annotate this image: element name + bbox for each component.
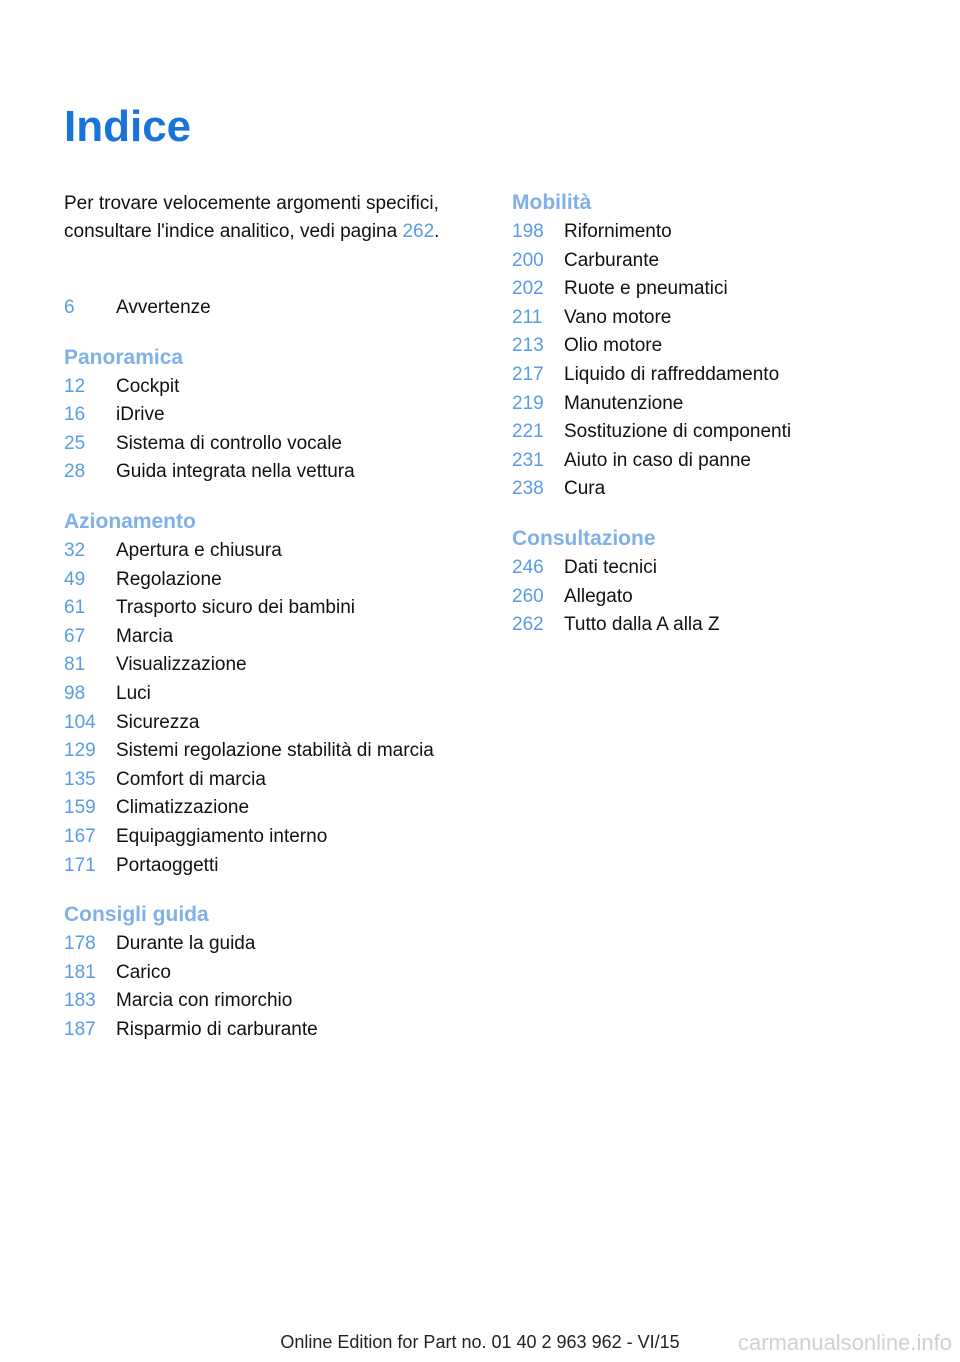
page-title: Indice	[64, 102, 192, 151]
toc-entry[interactable]	[512, 475, 932, 504]
entry-label: Sistema di controllo vocale	[116, 432, 342, 454]
page-number-link[interactable]: 202	[512, 278, 544, 300]
section-title: Azionamento	[64, 509, 196, 533]
entry-label: Visualizzazione	[116, 654, 247, 676]
page-number-link[interactable]: 61	[64, 597, 86, 619]
toc-entry[interactable]	[512, 583, 932, 612]
entry-label: Cura	[564, 478, 606, 500]
entry-label: Carico	[116, 961, 171, 983]
toc-entry[interactable]	[512, 247, 932, 276]
intro-text	[64, 190, 484, 246]
toc-right-column	[512, 188, 932, 660]
page-number-link[interactable]: 200	[512, 249, 544, 271]
toc-entry[interactable]	[64, 373, 484, 402]
entry-label: Marcia	[116, 625, 174, 647]
page-number-link[interactable]: 32	[64, 539, 86, 561]
footer-edition: Online Edition for Part no. 01 40 2 963 962 - VI/15	[280, 1332, 680, 1352]
entry-label: Ruote e pneumatici	[564, 278, 728, 300]
entry-label: Avvertenze	[116, 297, 211, 318]
page-number-link[interactable]: 213	[512, 335, 544, 357]
page-number-link[interactable]: 246	[512, 556, 544, 578]
page-number-link[interactable]: 238	[512, 478, 544, 500]
entry-label: Regolazione	[116, 568, 222, 590]
page-number-link[interactable]: 135	[64, 768, 96, 790]
page-number-link[interactable]: 231	[512, 449, 544, 471]
page-number-link[interactable]: 219	[512, 392, 544, 414]
page-number-link[interactable]: 262	[512, 614, 544, 636]
entry-label: Allegato	[564, 585, 633, 607]
entry-label: Aiuto in caso di panne	[564, 449, 751, 471]
entry-label: Climatizzazione	[116, 797, 250, 819]
page-number-link[interactable]: 183	[64, 990, 96, 1012]
toc-entry[interactable]	[64, 823, 484, 852]
toc-section	[64, 294, 484, 323]
entry-label: Trasporto sicuro dei bambini	[116, 597, 356, 619]
entry-label: Rifornimento	[564, 221, 672, 242]
toc-entry[interactable]	[64, 537, 484, 566]
toc-section	[64, 900, 484, 1044]
toc-entry[interactable]	[64, 401, 484, 430]
section-title: Panoramica	[64, 345, 184, 369]
toc-entry[interactable]	[64, 959, 484, 988]
page-number-link[interactable]: 129	[64, 740, 96, 762]
intro-suffix: .	[434, 221, 440, 242]
toc-entry[interactable]	[512, 418, 932, 447]
toc-entry[interactable]	[64, 680, 484, 709]
toc-entry[interactable]	[64, 430, 484, 459]
intro-sentence: Per trovare velocemente argomenti specifici, consultare l'indice analitico, vedi pagina	[64, 193, 439, 242]
page-number-link[interactable]: 187	[64, 1018, 96, 1040]
toc-entry[interactable]	[64, 930, 484, 959]
toc-entry[interactable]	[64, 1016, 484, 1045]
toc-entry[interactable]	[64, 623, 484, 652]
toc-entry[interactable]	[64, 594, 484, 623]
page-number-link[interactable]: 49	[64, 568, 86, 590]
entry-label: Risparmio di carburante	[116, 1018, 318, 1040]
toc-entry[interactable]	[512, 554, 932, 583]
toc-entry[interactable]	[64, 987, 484, 1016]
page-number-link[interactable]: 178	[64, 933, 96, 955]
entry-label: Liquido di raffreddamento	[564, 363, 780, 385]
entry-label: Sostituzione di componenti	[564, 421, 792, 443]
toc-entry[interactable]	[64, 709, 484, 738]
toc-entry[interactable]	[64, 737, 484, 766]
entry-label: Apertura e chiusura	[116, 539, 282, 561]
page-number-link[interactable]: 221	[512, 421, 544, 443]
toc-entry[interactable]	[512, 304, 932, 333]
section-title: Consigli guida	[64, 903, 209, 927]
toc-section	[512, 524, 932, 640]
page-number-link[interactable]: 181	[64, 961, 96, 983]
page-number-link[interactable]: 16	[64, 404, 86, 426]
entry-label: Sistemi regolazione stabilità di marcia	[116, 740, 434, 762]
toc-section	[64, 343, 484, 487]
toc-entry[interactable]	[64, 794, 484, 823]
toc-entry[interactable]	[512, 390, 932, 419]
page-number-link[interactable]: 28	[64, 461, 86, 483]
page-number-link[interactable]: 98	[64, 682, 86, 704]
entry-label: iDrive	[116, 404, 165, 426]
page-number-link[interactable]: 12	[64, 375, 86, 397]
page-number-link[interactable]: 6	[64, 297, 75, 318]
toc-entry[interactable]	[512, 275, 932, 304]
page-number-link[interactable]: 104	[64, 711, 96, 733]
toc-entry[interactable]	[512, 332, 932, 361]
section-title: Consultazione	[512, 526, 656, 550]
page-number-link[interactable]: 25	[64, 432, 86, 454]
toc-entry[interactable]	[64, 852, 484, 881]
entry-label: Marcia con rimorchio	[116, 990, 293, 1012]
entry-label: Dati tecnici	[564, 556, 657, 578]
toc-entry[interactable]	[512, 611, 932, 640]
page-number-link[interactable]: 81	[64, 654, 86, 676]
entry-label: Olio motore	[564, 335, 663, 357]
intro-index-link[interactable]: 262	[402, 221, 435, 242]
watermark: carmanualsonline.info	[737, 1330, 952, 1355]
toc-section	[512, 188, 932, 504]
toc-left-column	[64, 294, 484, 1064]
toc-entry[interactable]	[64, 458, 484, 487]
toc-entry[interactable]	[64, 566, 484, 595]
entry-label: Equipaggiamento interno	[116, 825, 328, 847]
entry-label: Vano motore	[564, 306, 672, 328]
entry-label: Carburante	[564, 249, 660, 271]
entry-label: Manutenzione	[564, 392, 684, 414]
toc-entry[interactable]	[512, 218, 932, 247]
toc-entry[interactable]	[64, 651, 484, 680]
section-title: Mobilità	[512, 191, 592, 214]
toc-section	[64, 507, 484, 880]
entry-label: Comfort di marcia	[116, 768, 266, 790]
page-number-link[interactable]: 217	[512, 363, 544, 385]
page-number-link[interactable]: 260	[512, 585, 544, 607]
page-number-link[interactable]: 67	[64, 625, 86, 647]
entry-label: Sicurezza	[116, 711, 200, 733]
page-number-link[interactable]: 167	[64, 825, 96, 847]
entry-label: Guida integrata nella vettura	[116, 461, 355, 483]
entry-label: Tutto dalla A alla Z	[564, 614, 720, 636]
page-number-link[interactable]: 159	[64, 797, 96, 819]
toc-entry[interactable]	[512, 361, 932, 390]
toc-entry[interactable]	[512, 447, 932, 476]
entry-label: Luci	[116, 682, 151, 704]
page-number-link[interactable]: 171	[64, 854, 96, 876]
toc-entry[interactable]	[64, 766, 484, 795]
page-number-link[interactable]: 211	[512, 306, 543, 328]
entry-label: Cockpit	[116, 375, 180, 397]
toc-entry[interactable]	[64, 294, 484, 323]
page-number-link[interactable]: 198	[512, 221, 544, 242]
entry-label: Portaoggetti	[116, 854, 219, 876]
entry-label: Durante la guida	[116, 933, 256, 955]
